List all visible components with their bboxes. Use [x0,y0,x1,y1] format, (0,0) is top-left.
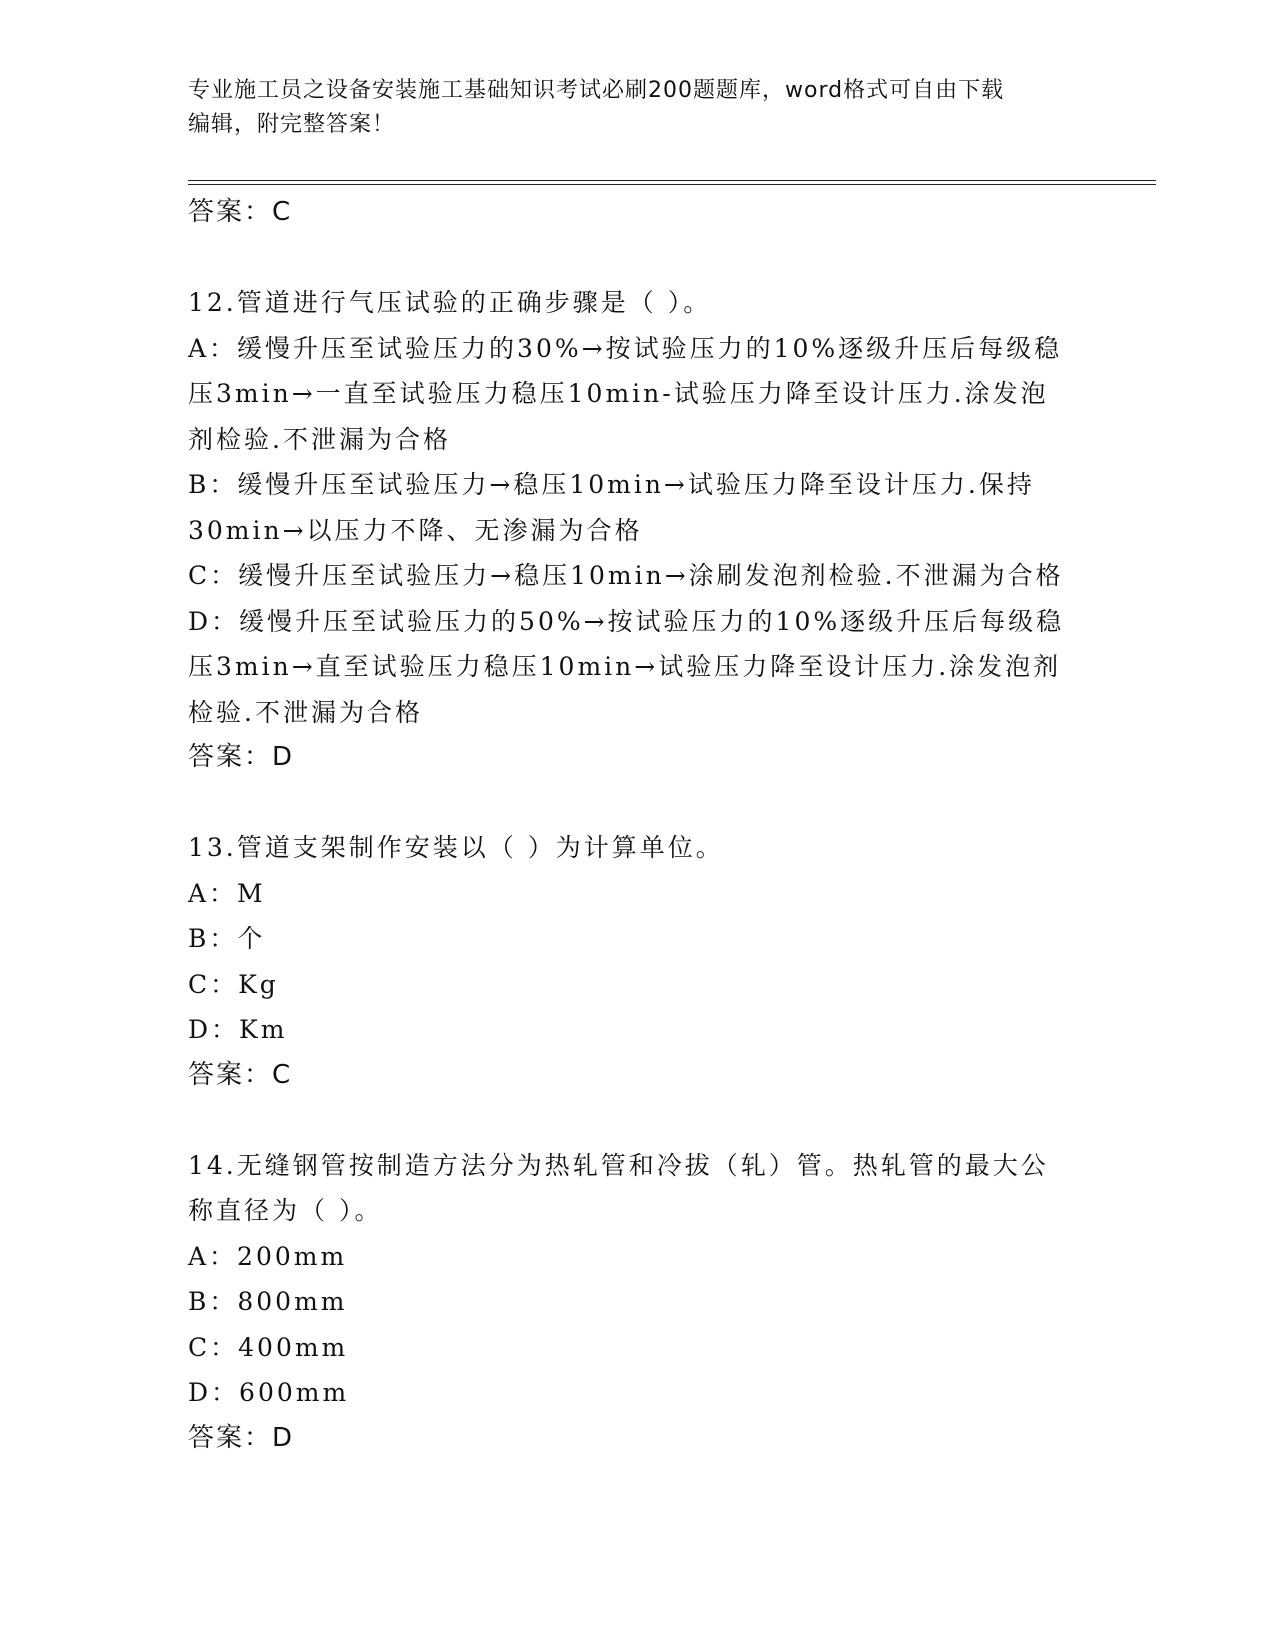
question-stem-line-2: 称直径为（ ）。 [188,1196,383,1225]
question-14 [188,1143,1088,1461]
option-d-line-1: D：缓慢升压至试验压力的50%→按试验压力的10%逐级升压后每级稳 [188,606,1065,636]
spacer [188,235,1088,280]
question-stem: 13.管道支架制作安装以（ ）为计算单位。 [188,833,724,862]
question-12 [188,280,1088,780]
option-a-line-3: 剂检验.不泄漏为合格 [188,424,451,454]
option-c: C：400mm [188,1332,349,1362]
answer-q14: 答案：D [188,1422,295,1453]
question-stem: 12.管道进行气压试验的正确步骤是（ ）。 [188,288,712,317]
option-a-line-1: A：缓慢升压至试验压力的30%→按试验压力的10%逐级升压后每级稳 [188,333,1063,363]
header-divider-top [188,180,1156,181]
header-line-2: 编辑，附完整答案！ [188,112,396,137]
option-d: D：600mm [188,1378,350,1407]
question-stem-line-1: 14.无缝钢管按制造方法分为热轧管和冷拔（轧）管。热轧管的最大公 [188,1150,1049,1180]
question-13 [188,825,1088,1098]
option-d: D：Km [188,1015,288,1044]
option-a-line-2: 压3min→一直至试验压力稳压10min-试验压力降至设计压力.涂发泡 [188,379,1049,408]
option-b-line-2: 30min→以压力不降、无渗漏为合格 [188,515,643,545]
question-list [188,190,1088,1461]
option-d-line-2: 压3min→直至试验压力稳压10min→试验压力降至设计压力.涂发泡剂 [188,652,1062,681]
answer-q12: 答案：D [188,742,295,772]
option-c-line-1: C：缓慢升压至试验压力→稳压10min→涂刷发泡剂检验.不泄漏为合格 [188,561,1064,590]
option-a: A：M [188,878,266,908]
document-header [188,74,1088,142]
spacer [188,1098,1088,1143]
option-a: A：200mm [188,1241,348,1271]
option-d-line-3: 检验.不泄漏为合格 [188,697,423,727]
option-b: B：800mm [188,1287,348,1316]
option-b: B：个 [188,924,266,953]
header-divider-bottom [188,184,1156,185]
header-line-1: 专业施工员之设备安装施工基础知识考试必刷200题题库，word格式可自由下载 [188,78,1005,103]
option-b-line-1: B：缓慢升压至试验压力→稳压10min→试验压力降至设计压力.保持 [188,470,1035,499]
answer-q11: 答案：C [188,197,293,227]
answer-q13: 答案：C [188,1059,293,1090]
spacer [188,780,1088,825]
option-c: C：Kg [188,969,279,999]
